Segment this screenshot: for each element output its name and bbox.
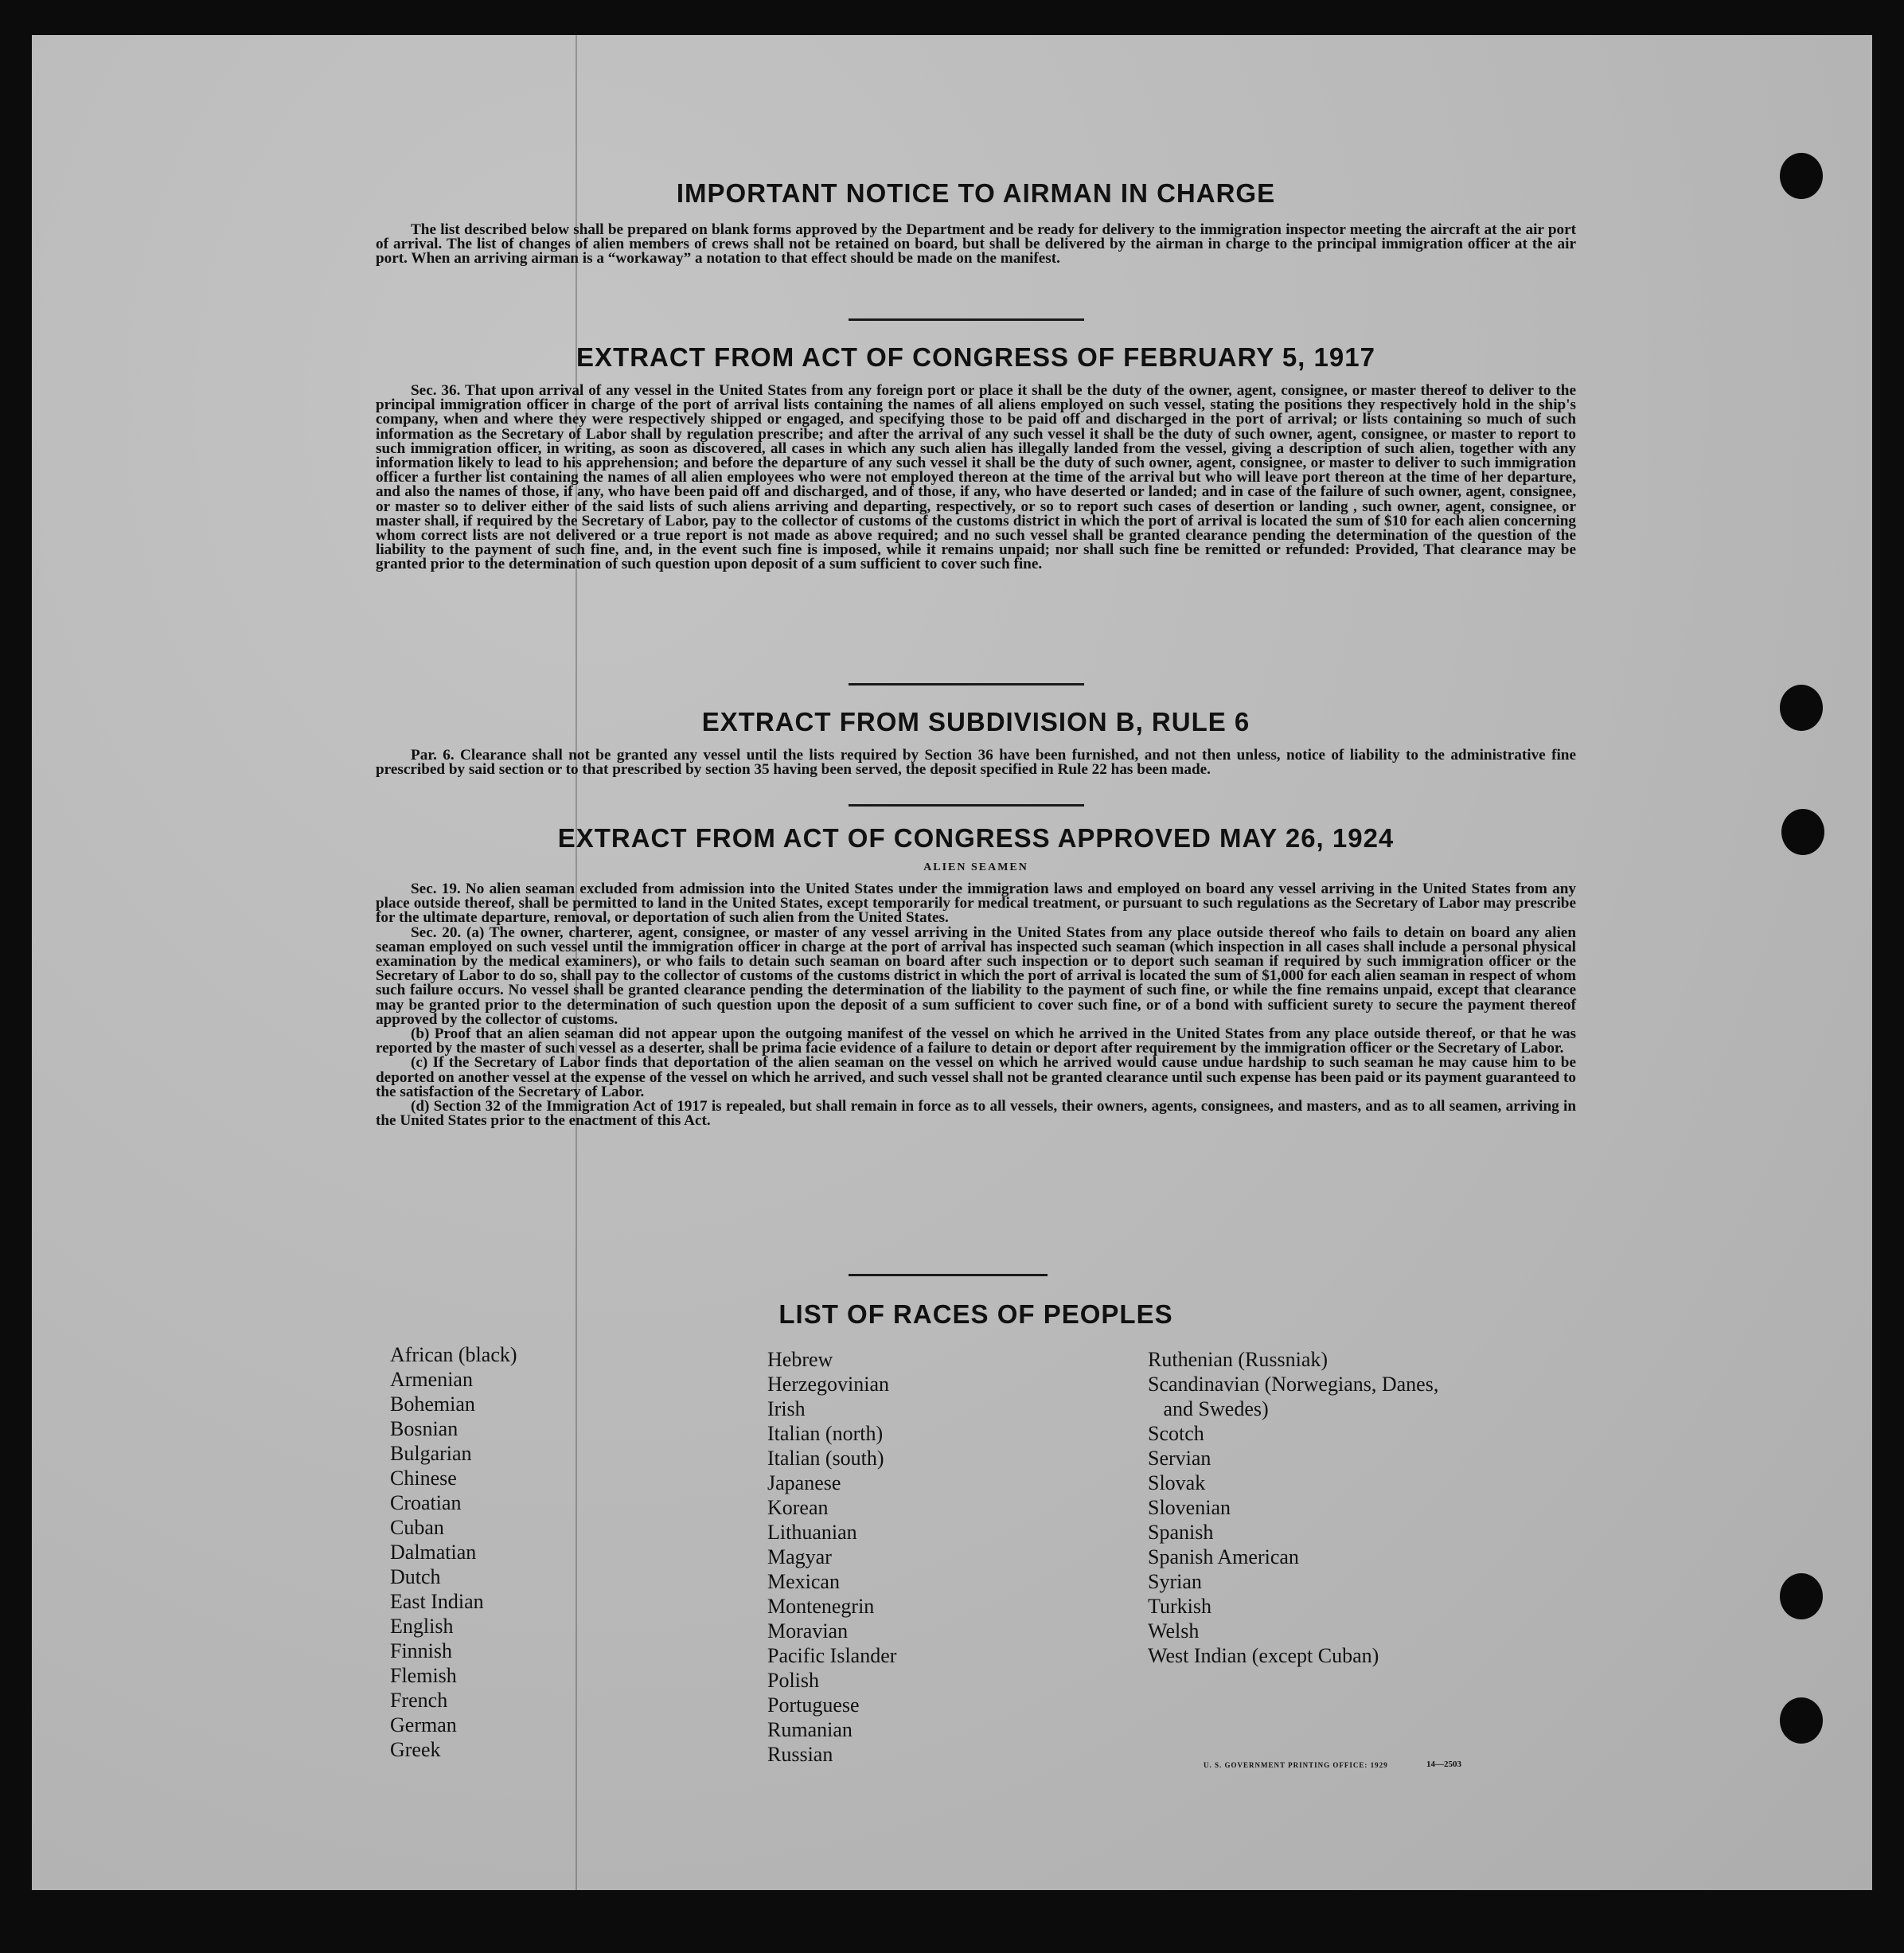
race-list-item: Magyar bbox=[767, 1545, 832, 1568]
race-list-item: Moravian bbox=[767, 1619, 849, 1642]
race-list-item: Mexican bbox=[767, 1570, 840, 1593]
form-number: 14—2503 bbox=[1426, 1760, 1461, 1769]
race-list-item: Lithuanian bbox=[767, 1521, 857, 1544]
race-list-item: Welsh bbox=[1148, 1619, 1200, 1642]
race-list-item: Scandinavian (Norwegians, Danes, bbox=[1148, 1373, 1439, 1396]
punch-hole bbox=[1780, 1697, 1823, 1744]
race-list-item: Hebrew bbox=[767, 1348, 833, 1371]
act-1924-paragraph: (d) Section 32 of the Immigration Act of 1917 is repealed, but shall remain in force as to all vessels, their owners, agents, consignees, and masters, and as to all seamen, arriving in the United States prior to the enactment of this Act. bbox=[376, 1098, 1576, 1130]
act-1924-subtitle: ALIEN SEAMEN bbox=[923, 861, 1028, 873]
race-list-item: Dutch bbox=[390, 1565, 441, 1588]
divider bbox=[849, 318, 1084, 321]
race-list-item: Chinese bbox=[390, 1467, 457, 1490]
race-list-item: German bbox=[390, 1713, 457, 1736]
races-title: LIST OF RACES OF PEOPLES bbox=[778, 1299, 1173, 1329]
act-1924-section bbox=[376, 823, 1576, 1128]
divider bbox=[849, 1274, 1048, 1276]
race-list-item: Japanese bbox=[767, 1471, 841, 1494]
race-list-item: East Indian bbox=[390, 1590, 484, 1613]
act-1924-paragraph: (c) If the Secretary of Labor finds that deportation of the alien seaman on the vessel on which he arrived would cause undue hardship to such seaman he may cause him to be deported on another vessel at the expense of the vessel on which he arrived, and such vessel shall not be granted clearance until such expense has been paid or its payment guaranteed to the satisfaction of the Secretary of Labor. bbox=[376, 1054, 1576, 1100]
race-list-item: Turkish bbox=[1148, 1595, 1211, 1618]
race-list-item: English bbox=[390, 1615, 454, 1638]
race-list-item: Bohemian bbox=[390, 1392, 475, 1416]
act-1917-title: EXTRACT FROM ACT OF CONGRESS OF FEBRUARY 5, 1917 bbox=[576, 342, 1375, 372]
race-list-item: Korean bbox=[767, 1496, 829, 1519]
rule6-title: EXTRACT FROM SUBDIVISION B, RULE 6 bbox=[701, 707, 1250, 736]
race-list-item: Finnish bbox=[390, 1639, 453, 1662]
punch-hole bbox=[1780, 685, 1823, 731]
race-list-item: Montenegrin bbox=[767, 1595, 875, 1618]
race-list-item: Dalmatian bbox=[390, 1541, 477, 1564]
rule6-section bbox=[376, 707, 1576, 777]
race-list-item: Greek bbox=[390, 1738, 441, 1761]
act-1924-paragraph: Sec. 20. (a) The owner, charterer, agent, consignee, or master of any vessel arriving in the United States from any place outside thereof who fails to detain on board any alien seaman employed on such vessel until the immigration officer in charge at the port of arrival has inspected such seaman (which inspection in all cases shall include a personal physical examination by the medical examiners), or who fails to detain such seaman on board after such inspection or to deport such seaman if required by such immigration officer or the Secretary of Labor to do so, shall pay to the collector of customs of the customs district in which the port of arrival is located the sum of $1,000 for each alien seaman in respect of whom such failure occurs. No vessel shall be granted clearance pending the determination of the liability to the payment of such fine, or while the fine remains unpaid, except that clearance may be granted prior to the determination of such question upon the deposit of a sum sufficient to cover such fine, or of a bond with sufficient surety to secure the payment thereof approved by the collector of customs. bbox=[376, 924, 1576, 1028]
race-list-item: Polish bbox=[767, 1669, 820, 1692]
notice-section bbox=[376, 178, 1576, 267]
race-list-item: Irish bbox=[767, 1397, 806, 1420]
race-list-item: Syrian bbox=[1148, 1570, 1202, 1593]
races-column-2 bbox=[767, 1347, 896, 1767]
race-list-item: West Indian (except Cuban) bbox=[1148, 1644, 1379, 1667]
race-list-item: Cuban bbox=[390, 1516, 444, 1539]
divider bbox=[849, 683, 1084, 686]
race-list-item: French bbox=[390, 1689, 448, 1712]
document-page bbox=[32, 35, 1872, 1890]
race-list-item: Slovenian bbox=[1148, 1496, 1231, 1519]
rule6-body: Par. 6. Clearance shall not be granted any vessel until the lists required by Section 36 have been furnished, and not then unless, notice of liability to the administrative fine prescribed by said section or to that prescribed by section 35 having been served, the deposit specified in Rule 22 has been made. bbox=[376, 747, 1576, 779]
race-list-item: Spanish American bbox=[1148, 1545, 1299, 1568]
race-list-item: Ruthenian (Russniak) bbox=[1148, 1348, 1329, 1371]
punch-hole bbox=[1780, 1573, 1823, 1619]
race-list-item: and Swedes) bbox=[1148, 1397, 1269, 1420]
races-column-3 bbox=[1148, 1347, 1438, 1668]
divider bbox=[849, 804, 1084, 807]
race-list-item: Croatian bbox=[390, 1491, 462, 1514]
act-1917-body: Sec. 36. That upon arrival of any vessel in the United States from any foreign port or place it shall be the duty of the owner, agent, consignee, or master thereof to deliver to the principal immigration officer in charge of the port of arrival lists containing the names of all aliens employed on such vessel, stating the positions they respectively hold in the ship's company, when and where they were respectively shipped or engaged, and specifying those to be paid off and discharged in the port of arrival; or lists containing so much of such information as the Secretary of Labor shall by regulation prescribe; and after the arrival of any such vessel it shall be the duty of such owner, agent, consignee, or master to report to such immigration officer, in writing, as soon as discovered, all cases in which any such alien has illegally landed from the vessel, giving a description of such alien, together with any information likely to lead to his apprehension; and before the departure of any such vessel it shall be the duty of such owner, agent, consignee, or master to deliver to such immigration officer a further list containing the names of all alien employees who were not employed thereon at the time of the arrival but who will leave port thereon at the time of her departure, and also the names of those, if any, who have been paid off and discharged, and of those, if any, who have deserted or landed; and in case of the failure of such owner, agent, consignee, or master so to deliver either of the said lists of such aliens arriving and departing, respectively, or so to report such cases of desertion or landing , such owner, agent, consignee, or master shall, if required by the Secretary of Labor, pay to the collector of customs of the customs district in which the port of arrival is located the sum of $10 for each alien concerning whom correct lists are not delivered or a true report is not made as above required; and no such vessel shall be granted clearance pending the determination of the question of the liability to the payment of such fine, and, in the event such fine is imposed, while it remains unpaid; nor shall such fine be remitted or refunded: Provided, That clearance may be granted prior to the determination of such question upon deposit of a sum sufficient to cover such fine. bbox=[376, 382, 1576, 573]
act-1924-paragraph: (b) Proof that an alien seaman did not appear upon the outgoing manifest of the vessel on which he arrived in the United States from any place outside thereof, or that he was reported by the master of such vessel as a deserter, shall be prima facie evidence of a failure to detain or deport after requirement by the immigration officer or the Secretary of Labor. bbox=[376, 1025, 1576, 1057]
act-1917-section bbox=[376, 342, 1576, 572]
printer-imprint: U. S. GOVERNMENT PRINTING OFFICE: 1929 bbox=[1204, 1761, 1388, 1769]
notice-body: The list described below shall be prepared on blank forms approved by the Department and be ready for delivery to the immigration inspector meeting the aircraft at the air port of arrival. The list of changes of alien members of crews shall not be retained on board, but shall be delivered by the airman in charge to the principal immigration officer at the air port. When an arriving airman is a “workaway” a notation to that effect should be made on the manifest. bbox=[376, 221, 1576, 268]
race-list-item: Flemish bbox=[390, 1664, 457, 1687]
notice-title: IMPORTANT NOTICE TO AIRMAN IN CHARGE bbox=[676, 178, 1276, 208]
race-list-item: Pacific Islander bbox=[767, 1644, 897, 1667]
punch-hole bbox=[1780, 153, 1823, 199]
race-list-item: Armenian bbox=[390, 1368, 473, 1391]
race-list-item: Italian (south) bbox=[767, 1447, 884, 1470]
act-1924-paragraph: Sec. 19. No alien seaman excluded from admission into the United States under the immigration laws and employed on board any vessel arriving in the United States from any place outside thereof, shall be permitted to land in the United States, except temporarily for medical treatment, or pursuant to such regulations as the Secretary of Labor may prescribe for the ultimate departure, removal, or deportation of such alien from the United States. bbox=[376, 881, 1576, 927]
race-list-item: Bosnian bbox=[390, 1417, 458, 1440]
race-list-item: Scotch bbox=[1148, 1422, 1204, 1445]
race-list-item: Russian bbox=[767, 1743, 833, 1766]
race-list-item: Herzegovinian bbox=[767, 1373, 890, 1396]
race-list-item: Bulgarian bbox=[390, 1442, 472, 1465]
race-list-item: Portuguese bbox=[767, 1693, 860, 1717]
race-list-item: Servian bbox=[1148, 1447, 1211, 1470]
act-1924-title: EXTRACT FROM ACT OF CONGRESS APPROVED MAY 26, 1924 bbox=[557, 823, 1395, 853]
race-list-item: Spanish bbox=[1148, 1521, 1214, 1544]
race-list-item: Rumanian bbox=[767, 1718, 853, 1741]
races-column-1 bbox=[390, 1342, 517, 1762]
punch-hole bbox=[1781, 809, 1824, 855]
race-list-item: Slovak bbox=[1148, 1471, 1206, 1494]
race-list-item: African (black) bbox=[390, 1343, 517, 1366]
race-list-item: Italian (north) bbox=[767, 1422, 884, 1445]
